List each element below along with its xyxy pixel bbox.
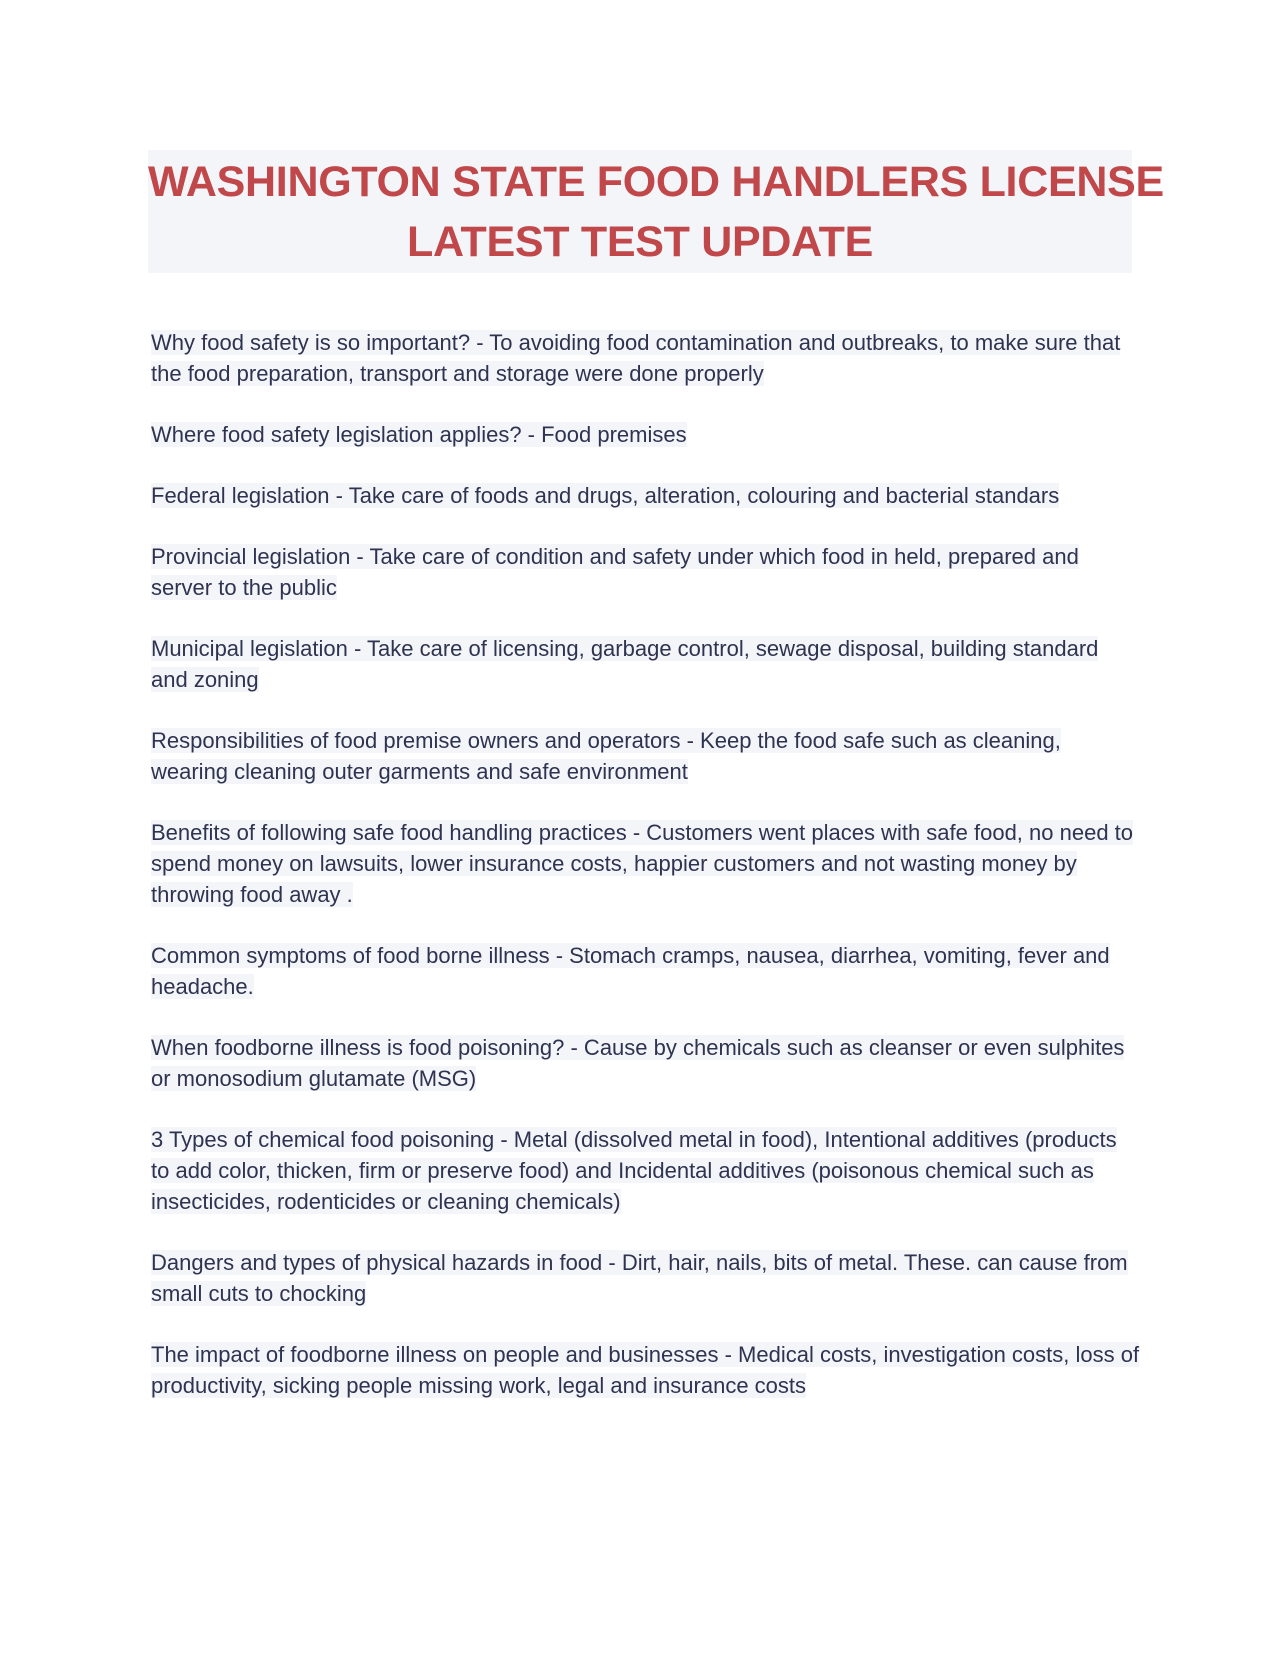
qa-text: The impact of foodborne illness on people and businesses - Medical costs, investigation costs, loss of productivity, sicking people missing work, legal and insurance costs [151,1342,1140,1398]
qa-item-6 [151,725,1141,787]
qa-item-4 [151,541,1141,603]
qa-item-8 [151,940,1141,1002]
qa-item-11 [151,1247,1141,1309]
qa-item-12 [151,1339,1141,1401]
qa-item-1 [151,327,1141,389]
document-title-line-1: WASHINGTON STATE FOOD HANDLERS LICENSE [148,158,1164,206]
qa-text: Benefits of following safe food handling practices - Customers went places with safe food, no need to spend money on lawsuits, lower insurance costs, happier customers and not wasting money by throwing food away . [151,820,1134,907]
qa-text: When foodborne illness is food poisoning? - Cause by chemicals such as cleanser or even sulphites or monosodium glutamate (MSG) [151,1035,1125,1091]
qa-item-7 [151,817,1141,910]
qa-text: Where food safety legislation applies? - Food premises [151,422,687,447]
qa-text: Provincial legislation - Take care of condition and safety under which food in held, prepared and server to the public [151,544,1079,600]
qa-text: Municipal legislation - Take care of licensing, garbage control, sewage disposal, building standard and zoning [151,636,1099,692]
qa-item-3 [151,480,1141,511]
qa-item-10 [151,1124,1141,1217]
qa-text: Federal legislation - Take care of foods and drugs, alteration, colouring and bacterial standars [151,483,1060,508]
qa-text: 3 Types of chemical food poisoning - Metal (dissolved metal in food), Intentional additives (products to add color, thicken, firm or preserve food) and Incidental additives (poisonous chemical such as insecticides, rodenticides or cleaning chemicals) [151,1127,1117,1214]
qa-text: Responsibilities of food premise owners and operators - Keep the food safe such as cleaning, wearing cleaning outer garments and safe environment [151,728,1061,784]
document-body [151,327,1141,1431]
title-block [148,150,1164,273]
qa-item-2 [151,419,1141,450]
qa-text: Dangers and types of physical hazards in food - Dirt, hair, nails, bits of metal. These. can cause from small cuts to chocking [151,1250,1128,1306]
qa-text: Common symptoms of food borne illness - Stomach cramps, nausea, diarrhea, vomiting, fever and headache. [151,943,1110,999]
qa-item-9 [151,1032,1141,1094]
document-title-line-2: LATEST TEST UPDATE [406,218,873,266]
qa-item-5 [151,633,1141,695]
qa-text: Why food safety is so important? - To avoiding food contamination and outbreaks, to make sure that the food preparation, transport and storage were done properly [151,330,1121,386]
